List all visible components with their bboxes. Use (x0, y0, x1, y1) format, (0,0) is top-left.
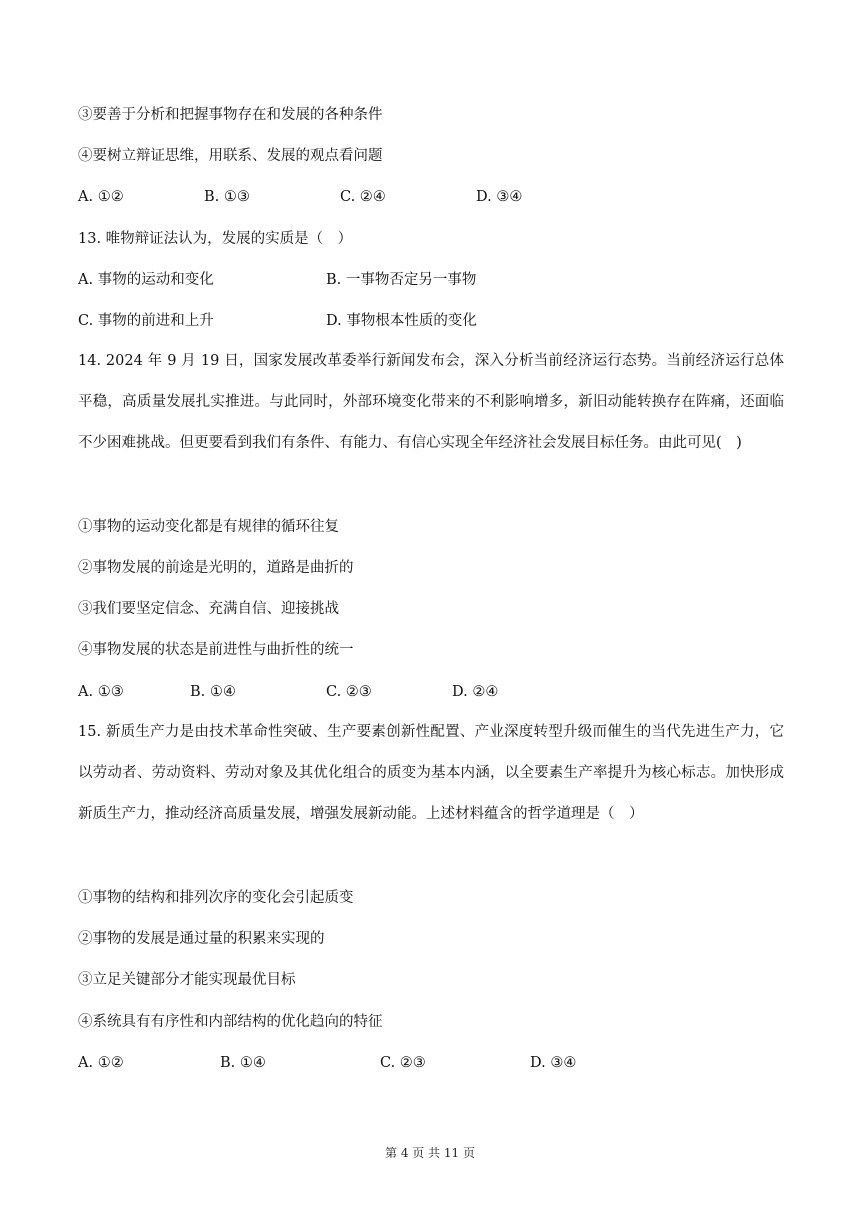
page-number-footer: 第 4 页 共 11 页 (385, 1146, 475, 1160)
q14-item-1: ①事物的运动变化都是有规律的循环往复 (78, 519, 339, 535)
q13-option-b: B. 一事物否定另一事物 (326, 272, 477, 288)
q14-option-b: B. ①④ (190, 684, 236, 700)
q15-item-1: ①事物的结构和排列次序的变化会引起质变 (78, 890, 354, 906)
q12-option-b: B. ①③ (204, 189, 250, 205)
q14-option-c: C. ②③ (326, 684, 372, 700)
q15-item-4: ④系统具有有序性和内部结构的优化趋向的特征 (78, 1014, 383, 1030)
q12-option-d: D. ③④ (476, 189, 523, 205)
q14-item-3: ③我们要坚定信念、充满自信、迎接挑战 (78, 601, 339, 617)
q15-item-2: ②事物的发展是通过量的积累来实现的 (78, 931, 325, 947)
q13-stem: 13. 唯物辩证法认为，发展的实质是（ ） (78, 231, 353, 247)
q12-item-4: ④要树立辩证思维，用联系、发展的观点看问题 (78, 148, 383, 164)
q14-option-a: A. ①③ (78, 684, 124, 700)
q13-option-c: C. 事物的前进和上升 (78, 313, 214, 329)
q15-stem: 15. 新质生产力是由技术革命性突破、生产要素创新性配置、产业深度转型升级而催生的当代先进生产力，它以劳动者、劳动资料、劳动对象及其优化组合的质变为基本内涵，以全要素生产率提升为核心标志。加快形成新质生产力，推动经济高质量发展，增强发展新动能。上述材料蕴含的哲学道理是（ ） (78, 724, 784, 822)
q15-option-a: A. ①② (78, 1055, 124, 1071)
q14-stem: 14. 2024 年 9 月 19 日，国家发展改革委举行新闻发布会，深入分析当前经济运行态势。当前经济运行总体平稳，高质量发展扎实推进。与此同时，外部环境变化带来的不利影响增多，新旧动能转换存在阵痛，还面临不少困难挑战。但更要看到我们有条件、有能力、有信心实现全年经济社会发展目标任务。由此可见( ) (78, 353, 784, 451)
q15-option-d: D. ③④ (530, 1055, 577, 1071)
q15-item-3: ③立足关键部分才能实现最优目标 (78, 972, 296, 988)
q12-option-a: A. ①② (78, 189, 124, 205)
q14-option-d: D. ②④ (452, 684, 499, 700)
q14-item-4: ④事物发展的状态是前进性与曲折性的统一 (78, 642, 354, 658)
q12-item-3: ③要善于分析和把握事物存在和发展的各种条件 (78, 107, 383, 123)
q13-option-a: A. 事物的运动和变化 (78, 272, 214, 288)
q15-option-b: B. ①④ (220, 1055, 266, 1071)
q13-option-d: D. 事物根本性质的变化 (326, 313, 477, 329)
q15-option-c: C. ②③ (380, 1055, 426, 1071)
q14-item-2: ②事物发展的前途是光明的，道路是曲折的 (78, 560, 354, 576)
q12-option-c: C. ②④ (340, 189, 386, 205)
